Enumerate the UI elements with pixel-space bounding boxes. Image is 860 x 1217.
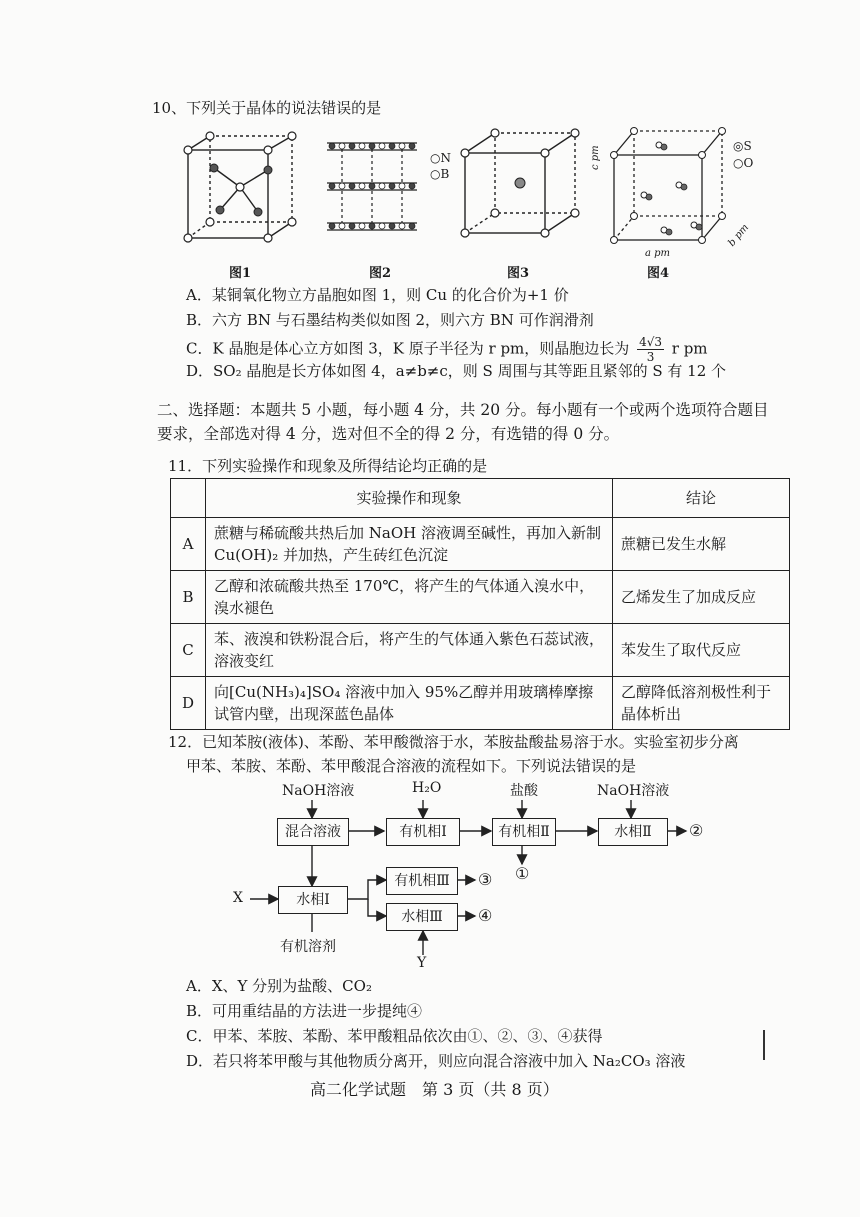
row-operation: 向[Cu(NH₃)₄]SO₄ 溶液中加入 95%乙醇并用玻璃棒摩擦试管内壁，出现深蓝色晶体 — [206, 677, 613, 730]
reagent-hcl: 盐酸 — [510, 783, 538, 799]
box-aqueous-phase-2: 水相Ⅱ — [598, 818, 668, 846]
q12-option-c: C．甲苯、苯胺、苯酚、苯甲酸粗品依次由①、②、③、④获得 — [186, 1027, 603, 1045]
output-1: ① — [515, 864, 530, 883]
figure-4-b-label: b pm — [726, 222, 752, 249]
box-organic-phase-1: 有机相Ⅰ — [386, 818, 460, 846]
row-label: C — [171, 624, 206, 677]
legend-n: ○N — [430, 151, 451, 165]
section-2-line-2: 要求，全部选对得 4 分，选对但不全的得 2 分，有选错的得 0 分。 — [157, 425, 620, 443]
output-3: ③ — [478, 870, 493, 889]
output-4: ④ — [478, 906, 493, 925]
figure-1-caption: 图1 — [228, 266, 252, 281]
row-label: D — [171, 677, 206, 730]
label-organic-solvent: 有机溶剂 — [280, 939, 336, 955]
q12-option-d: D．若只将苯甲酸与其他物质分离开，则应向混合溶液中加入 Na₂CO₃ 溶液 — [186, 1052, 686, 1070]
legend-b: ○B — [430, 167, 450, 181]
q10-stem: 10、下列关于晶体的说法错误的是 — [152, 99, 382, 117]
q12-option-b: B．可用重结晶的方法进一步提纯④ — [186, 1002, 423, 1020]
row-operation: 蔗糖与稀硫酸共热后加 NaOH 溶液调至碱性，再加入新制 Cu(OH)₂ 并加热，产生砖红色沉淀 — [206, 518, 613, 571]
row-conclusion: 苯发生了取代反应 — [613, 624, 790, 677]
section-2-line-1: 二、选择题：本题共 5 小题，每小题 4 分，共 20 分。每小题有一个或两个选项符合题目 — [157, 401, 769, 419]
figure-4-caption: 图4 — [646, 266, 670, 281]
fraction-denominator: 3 — [646, 350, 655, 364]
box-organic-phase-3: 有机相Ⅲ — [386, 867, 458, 895]
figure-3-caption: 图3 — [506, 266, 530, 281]
q11-stem: 11．下列实验操作和现象及所得结论均正确的是 — [168, 457, 488, 475]
row-label: B — [171, 571, 206, 624]
row-conclusion: 乙醇降低溶剂极性利于晶体析出 — [613, 677, 790, 730]
margin-mark — [763, 1030, 765, 1060]
table-header-operation: 实验操作和现象 — [206, 479, 613, 518]
q12-stem-line-2: 甲苯、苯胺、苯酚、苯甲酸混合溶液的流程如下。下列说法错误的是 — [186, 757, 637, 775]
q10-option-b: B．六方 BN 与石墨结构类似如图 2，则六方 BN 可作润滑剂 — [186, 311, 594, 329]
label-y: Y — [417, 955, 427, 971]
legend-o: ○O — [733, 156, 754, 170]
label-x: X — [233, 890, 243, 906]
box-organic-phase-2: 有机相Ⅱ — [492, 818, 556, 846]
row-conclusion: 乙烯发生了加成反应 — [613, 571, 790, 624]
figure-4-c-label: c pm — [590, 145, 601, 170]
figure-4-a-label: a pm — [645, 248, 671, 259]
q10-option-d: D．SO₂ 晶胞是长方体如图 4，a≠b≠c，则 S 周围与其等距且紧邻的 S 有 12 个 — [186, 362, 727, 380]
figure-2-caption: 图2 — [368, 266, 392, 281]
table-header-conclusion: 结论 — [613, 479, 790, 518]
legend-s: ◎S — [733, 139, 752, 153]
q10-option-c-unit: r pm — [671, 339, 708, 358]
box-aqueous-phase-1: 水相Ⅰ — [278, 886, 348, 914]
output-2: ② — [689, 821, 704, 840]
page-footer: 高二化学试题 第 3 页（共 8 页） — [310, 1080, 559, 1099]
row-conclusion: 蔗糖已发生水解 — [613, 518, 790, 571]
q12-stem-line-1: 12．已知苯胺(液体)、苯酚、苯甲酸微溶于水，苯胺盐酸盐易溶于水。实验室初步分离 — [168, 733, 739, 751]
q12-option-a: A．X、Y 分别为盐酸、CO₂ — [186, 977, 372, 995]
box-aqueous-phase-3: 水相Ⅲ — [386, 903, 458, 931]
fraction-numerator: 4√3 — [639, 335, 662, 349]
row-operation: 乙醇和浓硫酸共热至 170℃，将产生的气体通入溴水中，溴水褪色 — [206, 571, 613, 624]
reagent-naoh-1: NaOH溶液 — [282, 783, 355, 799]
row-operation: 苯、液溴和铁粉混合后，将产生的气体通入紫色石蕊试液，溶液变红 — [206, 624, 613, 677]
q10-option-a: A．某铜氧化物立方晶胞如图 1，则 Cu 的化合价为+1 价 — [186, 286, 569, 304]
row-label: A — [171, 518, 206, 571]
box-mixed-solution: 混合溶液 — [277, 818, 349, 846]
reagent-naoh-2: NaOH溶液 — [597, 783, 670, 799]
q10-option-c-text: C．K 晶胞是体心立方如图 3，K 原子半径为 r pm，则晶胞边长为 — [186, 339, 630, 358]
reagent-water: H₂O — [412, 780, 442, 796]
